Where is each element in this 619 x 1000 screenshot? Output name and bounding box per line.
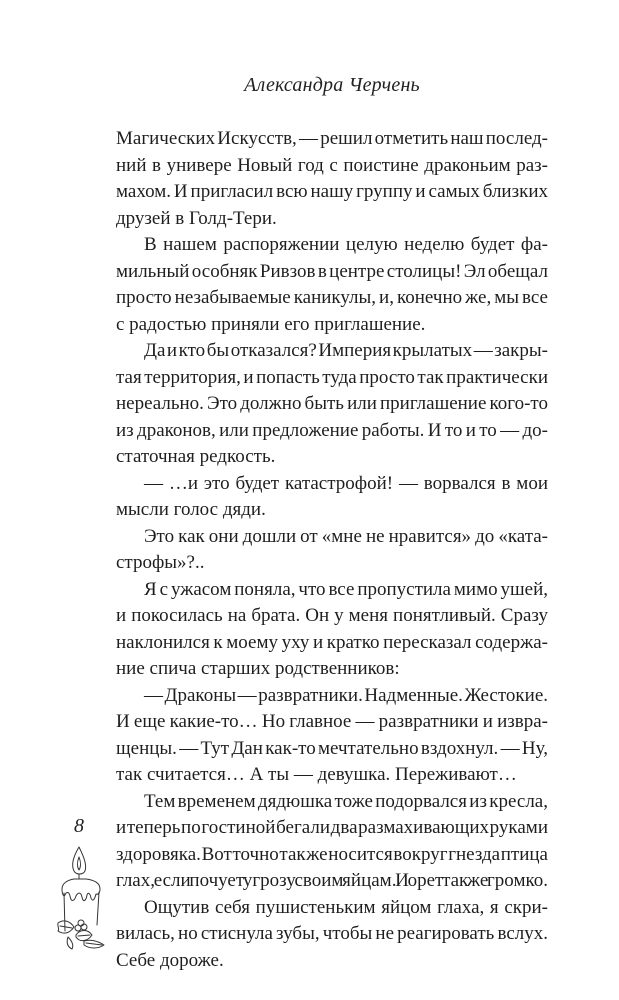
text-line: Себе дороже.: [116, 949, 224, 971]
text-line: мысли голос дяди.: [116, 499, 266, 520]
text-line: статочная редкость.: [116, 446, 276, 467]
text-line: Ощутив себя пушистеньким яйцом глаха, я скри-: [144, 896, 548, 918]
text-line: нереально. Это должно быть или приглашение кого-то: [116, 393, 548, 414]
text-line: Магических Искусств, — решил отметить наш послед-: [116, 128, 548, 149]
text-line: В нашем распоряжении целую неделю будет фа-: [144, 234, 548, 255]
text-line: Я с ужасом поняла, что все пропустила мимо ушей,: [144, 578, 548, 600]
text-line: И еще какие-то… Но главное — развратники и извра-: [116, 711, 548, 732]
text-line: тая территория, и попасть туда просто так практически: [116, 366, 548, 388]
text-line: махом. И пригласил всю нашу группу и самых близких: [116, 181, 548, 202]
running-head-author: Александра Черчень: [244, 74, 420, 96]
text-line: мильный особняк Ривзов в центре столицы! Эл обещал: [116, 260, 548, 282]
text-line: Тем временем дядюшка тоже подорвался из кресла,: [144, 790, 548, 812]
text-line: — …и это будет катастрофой! — ворвался в мои: [144, 472, 548, 494]
text-line: друзей в Голд-Тери.: [116, 207, 277, 229]
candle-body: [62, 879, 100, 931]
candle-with-holly-icon: [54, 845, 110, 950]
text-line: и покосилась на брата. Он у меня понятливый. Сразу: [116, 605, 548, 626]
text-line: из драконов, или предложение работы. И то и то — до-: [116, 419, 548, 441]
candle-flame: [73, 847, 86, 879]
body-text: [116, 126, 548, 974]
text-line: так считается… А ты — девушка. Переживают…: [116, 764, 517, 785]
text-line: глах, если почует угрозу своим яйцам. И орет так же громко.: [116, 870, 548, 891]
text-line: просто незабываемые каникулы, и, конечно же, мы все: [116, 287, 548, 308]
text-line: с радостью приняли его приглашение.: [116, 313, 426, 335]
text-line: здоровяка. Вот точно так же носится вокруг гнезда птица: [116, 843, 548, 865]
text-line: — Драконы — развратники. Надменные. Жестокие.: [144, 684, 548, 706]
text-line: ние спича старших родственников:: [116, 658, 400, 679]
page-number: 8: [74, 815, 84, 837]
text-line: и теперь по гостиной бегали два размахивающих руками: [116, 817, 548, 838]
text-line: строфы»?..: [116, 552, 205, 573]
text-line: Это как они дошли от «мне не нравится» до «ката-: [144, 525, 548, 547]
text-line: щенцы. — Тут Дан как-то мечтательно вздохнул. — Ну,: [116, 737, 548, 759]
text-line: Да и кто бы отказался? Империя крылатых — закры-: [144, 340, 548, 361]
text-line: ний в универе Новый год с поистине драконьим раз-: [116, 154, 548, 176]
text-line: наклонился к моему уху и кратко пересказал содержа-: [116, 631, 548, 653]
text-line: вилась, но стиснула зубы, чтобы не реагировать вслух.: [116, 923, 548, 944]
